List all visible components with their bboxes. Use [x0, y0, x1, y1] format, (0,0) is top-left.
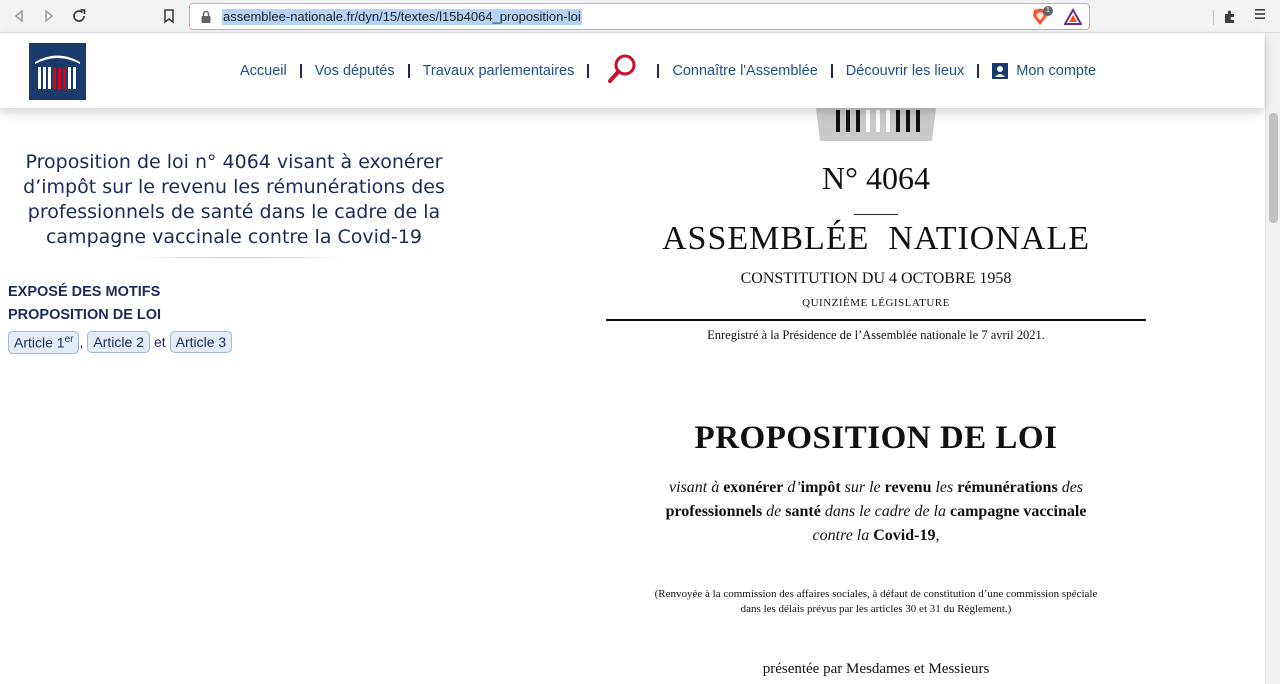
text-number: N° 4064: [822, 160, 930, 196]
toc-articles: [8, 331, 232, 354]
brave-shield-icon[interactable]: [1031, 8, 1051, 26]
header-rule: [606, 319, 1146, 321]
nav-separator: [831, 64, 833, 78]
main-navigation: [240, 61, 1096, 81]
nav-separator: [657, 64, 659, 78]
toc-et: et: [153, 334, 166, 351]
nav-separator: [300, 64, 302, 78]
menu-icon[interactable]: [1253, 7, 1267, 25]
toc-article-3[interactable]: Article 3: [170, 331, 233, 353]
nav-mon-compte[interactable]: Mon compte: [1016, 63, 1097, 79]
assembly-name: ASSEMBLÉE NATIONALE: [662, 220, 1090, 257]
nav-separator: [408, 64, 410, 78]
presented-by: présentée par Mesdames et Messieurs: [762, 661, 990, 677]
nav-vos-deputes[interactable]: Vos députés: [314, 63, 395, 79]
site-header: [0, 33, 1264, 108]
extensions-icon[interactable]: [1222, 8, 1238, 24]
sidebar-title: Proposition de loi n° 4064 visant à exonérer d’impôt sur le revenu les rémunérations des professionnels de santé dans le cadre de la campagne vaccinale contre la Covid-19: [23, 151, 445, 248]
search-icon[interactable]: [606, 53, 640, 85]
article-1-sup: er: [64, 334, 74, 345]
lock-icon[interactable]: [200, 10, 212, 24]
referral-line-2: dans les délais prévus par les articles 30 et 31 du Règlement.): [740, 603, 1012, 615]
toc-expose-motifs[interactable]: EXPOSÉ DES MOTIFS: [8, 284, 161, 300]
forward-icon[interactable]: [40, 7, 58, 25]
toc-article-2[interactable]: Article 2: [87, 331, 150, 353]
registration-line: Enregistré à la Présidence de l’Assemblée nationale le 7 avril 2021.: [707, 328, 1045, 342]
referral-note: [606, 587, 1146, 617]
bookmark-icon[interactable]: [160, 7, 178, 25]
browser-toolbar: [0, 0, 1280, 33]
page-scrollbar[interactable]: [1265, 33, 1280, 684]
article-1-label: Article 1: [14, 334, 65, 351]
address-bar[interactable]: [189, 3, 1090, 30]
toc-article-1[interactable]: [8, 331, 79, 354]
document-title: PROPOSITION DE LOI: [694, 420, 1058, 456]
back-icon[interactable]: [10, 7, 28, 25]
assemblee-emblem: [814, 108, 938, 141]
brave-badge-count: 1: [1043, 6, 1053, 16]
nav-separator: [587, 64, 589, 78]
short-rule: [854, 214, 898, 215]
reload-icon[interactable]: [70, 7, 88, 25]
sidebar-divider: [100, 254, 440, 264]
account-icon[interactable]: [992, 63, 1008, 79]
nav-decouvrir-lieux[interactable]: Découvrir les lieux: [845, 63, 965, 79]
nav-connaitre-assemblee[interactable]: Connaître l'Assemblée: [672, 63, 818, 79]
nav-travaux-parlementaires[interactable]: Travaux parlementaires: [422, 63, 575, 79]
nav-separator: [977, 64, 979, 78]
toc-comma: ,: [79, 334, 84, 351]
toc-proposition-de-loi[interactable]: PROPOSITION DE LOI: [8, 307, 162, 323]
document-subtitle: visant à exonérer d’impôt sur le revenu les rémunérations des professionnels de santé dans le cadre de la campagne vaccinale contre la Covid-19,: [665, 479, 1087, 544]
referral-line-1: (Renvoyée à la commission des affaires sociales, à défaut de constitution d’une commission spéciale: [654, 588, 1098, 600]
constitution-line: CONSTITUTION DU 4 OCTOBRE 1958: [740, 270, 1012, 287]
nav-accueil[interactable]: Accueil: [240, 63, 287, 79]
address-bar-divider: [1213, 10, 1214, 25]
url-text[interactable]: assemblee-nationale.fr/dyn/15/textes/l15b4064_proposition-loi: [223, 9, 581, 24]
assemblee-logo[interactable]: [29, 43, 86, 100]
bat-rewards-icon[interactable]: [1064, 8, 1082, 26]
legislature-line: QUINZIÈME LÉGISLATURE: [802, 297, 950, 309]
scrollbar-thumb[interactable]: [1269, 113, 1278, 223]
